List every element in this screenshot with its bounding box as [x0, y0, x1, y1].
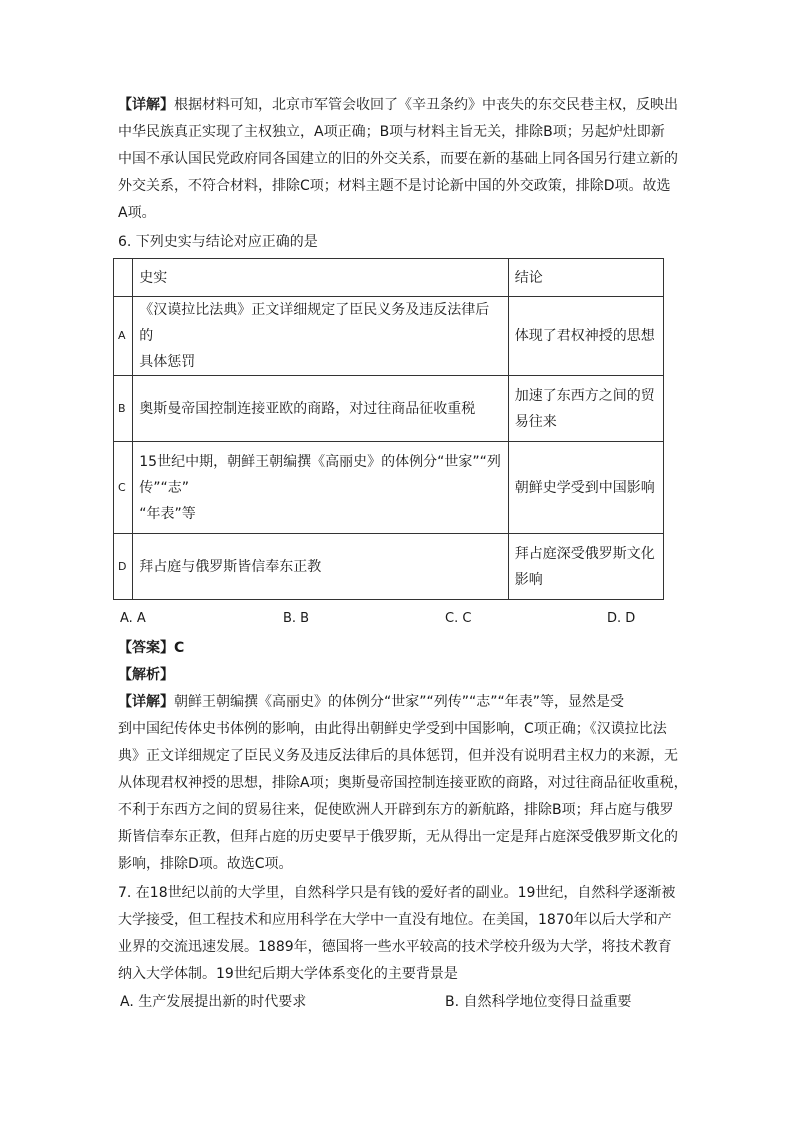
option-b: B. B [283, 611, 310, 626]
text-line: 【详解】根据材料可知，北京市军管会收回了《辛丑条约》中丧失的东交民巷主权，反映出 [118, 97, 678, 113]
text-line: 外交关系，不符合材料，排除C项；材料主题不是讨论新中国的外交政策，排除D项。故选 [118, 178, 671, 194]
text-line: A项。 [118, 205, 156, 221]
fact-cell: 《汉谟拉比法典》正文详细规定了臣民义务及违反法律后的 具体惩罚 [133, 297, 508, 376]
q5-explanation [118, 92, 678, 227]
fact-cell: 15世纪中期，朝鲜王朝编撰《高丽史》的体例分“世家”“列 传”“志” “年表”等 [133, 442, 508, 534]
text-line: 中国不承认国民党政府同各国建立的旧的外交关系，而要在新的基础上同各国另行建立新的 [118, 151, 678, 167]
table-row [114, 376, 664, 442]
text-line: 典》正文详细规定了臣民义务及违反法律后的具体惩罚，但并没有说明君主权力的来源，无 [118, 748, 678, 764]
header-conclusion-cell: 结论 [508, 259, 663, 297]
header-label-cell [114, 259, 133, 297]
row-label: D [114, 534, 133, 600]
conclusion-cell: 拜占庭深受俄罗斯文化 影响 [508, 534, 663, 600]
text-line: 到中国纪传体史书体例的影响，由此得出朝鲜史学受到中国影响，C项正确；《汉谟拉比法 [118, 721, 667, 737]
conclusion-cell: 体现了君权神授的思想 [508, 297, 663, 376]
fact-cell: 拜占庭与俄罗斯皆信奉东正教 [133, 534, 508, 600]
question-6-options [0, 611, 794, 633]
header-fact-cell: 史实 [133, 259, 508, 297]
question-7-options [0, 991, 794, 1013]
text-line: 纳入大学体制。19世纪后期大学体系变化的主要背景是 [118, 966, 458, 982]
detail-tag: 【详解】 [118, 694, 174, 710]
option-a: A. A [120, 611, 146, 626]
option-d: D. D [607, 611, 636, 626]
table-row [114, 297, 664, 376]
conclusion-cell: 朝鲜史学受到中国影响 [508, 442, 663, 534]
table-row [114, 442, 664, 534]
option-b: B. 自然科学地位变得日益重要 [445, 994, 632, 1010]
text-line: 7. 在18世纪以前的大学里，自然科学只是有钱的爱好者的副业。19世纪，自然科学逐渐被 [118, 885, 676, 901]
text-line: 斯皆信奉东正教，但拜占庭的历史要早于俄罗斯，无从得出一定是拜占庭深受俄罗斯文化的 [118, 829, 678, 845]
question-6-stem: 6. 下列史实与结论对应正确的是 [118, 234, 318, 250]
detail-tag: 【详解】 [118, 97, 174, 113]
text-line: 中华民族真正实现了主权独立，A项正确；B项与材料主旨无关，排除B项；另起炉灶即新 [118, 124, 665, 140]
text-line: 从体现君权神授的思想，排除A项；奥斯曼帝国控制连接亚欧的商路，对过往商品征收重税， [118, 775, 688, 791]
text-line: 大学接受，但工程技术和应用科学在大学中一直没有地位。在美国，1870年以后大学和产 [118, 912, 672, 928]
option-c: C. C [445, 611, 472, 626]
row-label: B [114, 376, 133, 442]
facts-conclusions-table [113, 258, 664, 600]
text-line: 不利于东西方之间的贸易往来，促使欧洲人开辟到东方的新航路，排除B项；拜占庭与俄罗 [118, 802, 674, 818]
analysis-title: 【解析】 [118, 667, 174, 683]
q6-explanation [118, 689, 688, 878]
table-row [114, 534, 664, 600]
text-line: 影响，排除D项。故选C项。 [118, 856, 293, 872]
answer-line: 【答案】C [118, 640, 185, 656]
question-7-stem [118, 880, 678, 988]
row-label: A [114, 297, 133, 376]
option-a: A. 生产发展提出新的时代要求 [120, 994, 307, 1010]
text-line: 【详解】朝鲜王朝编撰《高丽史》的体例分“世家”“列传”“志”“年表”等，显然是受 [118, 694, 625, 710]
row-label: C [114, 442, 133, 534]
fact-cell: 奥斯曼帝国控制连接亚欧的商路，对过往商品征收重税 [133, 376, 508, 442]
text-line: 业界的交流迅速发展。1889年，德国将一些水平较高的技术学校升级为大学，将技术教育 [118, 939, 672, 955]
table-header-row [114, 259, 664, 297]
conclusion-cell: 加速了东西方之间的贸 易往来 [508, 376, 663, 442]
